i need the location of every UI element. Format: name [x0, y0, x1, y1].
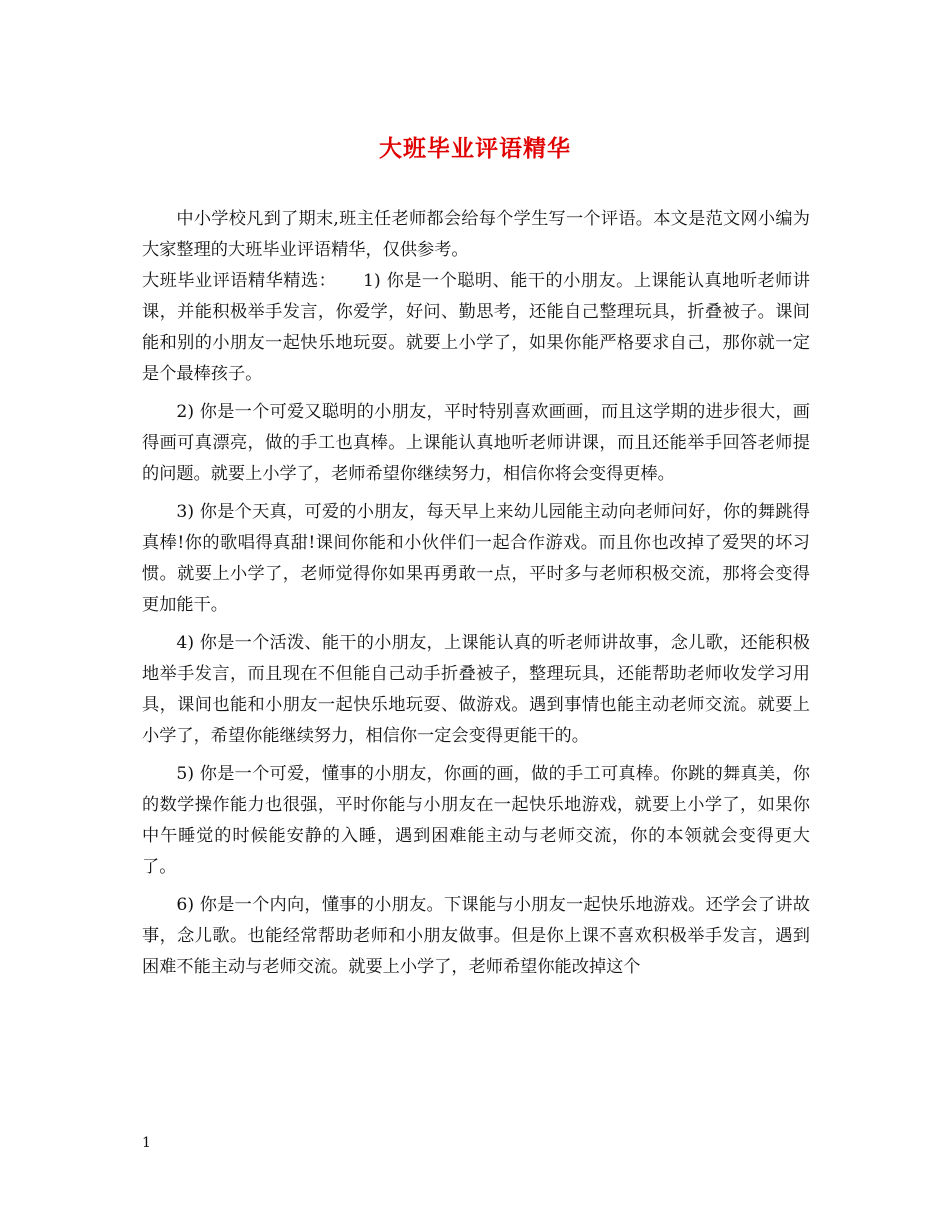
paragraph-3: 3) 你是个天真，可爱的小朋友，每天早上来幼儿园能主动向老师问好，你的舞跳得真棒!你的歌唱得真甜!课间你能和小伙伴们一起合作游戏。而且你也改掉了爱哭的坏习惯。就要上小学了，老师觉得你如果再勇敢一点，平时多与老师积极交流，那将会变得更加能干。: [142, 502, 810, 615]
paragraph-1: 大班毕业评语精华精选： 1) 你是一个聪明、能干的小朋友。上课能认真地听老师讲课，并能积极举手发言，你爱学，好问、勤思考，还能自己整理玩具，折叠被子。课间能和别的小朋友一起快乐地玩耍。就要上小学了，如果你能严格要求自己，那你就一定是个最棒孩子。: [142, 271, 810, 384]
paragraph-5: 5) 你是一个可爱，懂事的小朋友，你画的画，做的手工可真棒。你跳的舞真美，你的数学操作能力也很强，平时你能与小朋友在一起快乐地游戏，就要上小学了，如果你中午睡觉的时候能安静的入睡，遇到困难能主动与老师交流，你的本领就会变得更大了。: [142, 764, 810, 877]
paragraph-2: 2) 你是一个可爱又聪明的小朋友，平时特别喜欢画画，而且这学期的进步很大，画得画可真漂亮，做的手工也真棒。上课能认真地听老师讲课，而且还能举手回答老师提的问题。就要上小学了，老师希望你继续努力，相信你将会变得更棒。: [142, 402, 810, 484]
paragraph-6: 6) 你是一个内向，懂事的小朋友。下课能与小朋友一起快乐地游戏。还学会了讲故事，念儿歌。也能经常帮助老师和小朋友做事。但是你上课不喜欢积极举手发言，遇到困难不能主动与老师交流。就要上小学了，老师希望你能改掉这个: [142, 895, 810, 977]
paragraph-4: 4) 你是一个活泼、能干的小朋友，上课能认真的听老师讲故事，念儿歌，还能积极地举手发言，而且现在不但能自己动手折叠被子，整理玩具，还能帮助老师收发学习用具，课间也能和小朋友一起快乐地玩耍、做游戏。遇到事情也能主动老师交流。就要上小学了，希望你能继续努力，相信你一定会变得更能干的。: [142, 633, 810, 746]
document-body: [142, 204, 810, 983]
intro-paragraph: 中小学校凡到了期末,班主任老师都会给每个学生写一个评语。本文是范文网小编为大家整理的大班毕业评语精华，仅供参考。: [142, 209, 810, 260]
page-number: 1: [142, 1135, 151, 1151]
document-title: 大班毕业评语精华: [379, 135, 571, 162]
